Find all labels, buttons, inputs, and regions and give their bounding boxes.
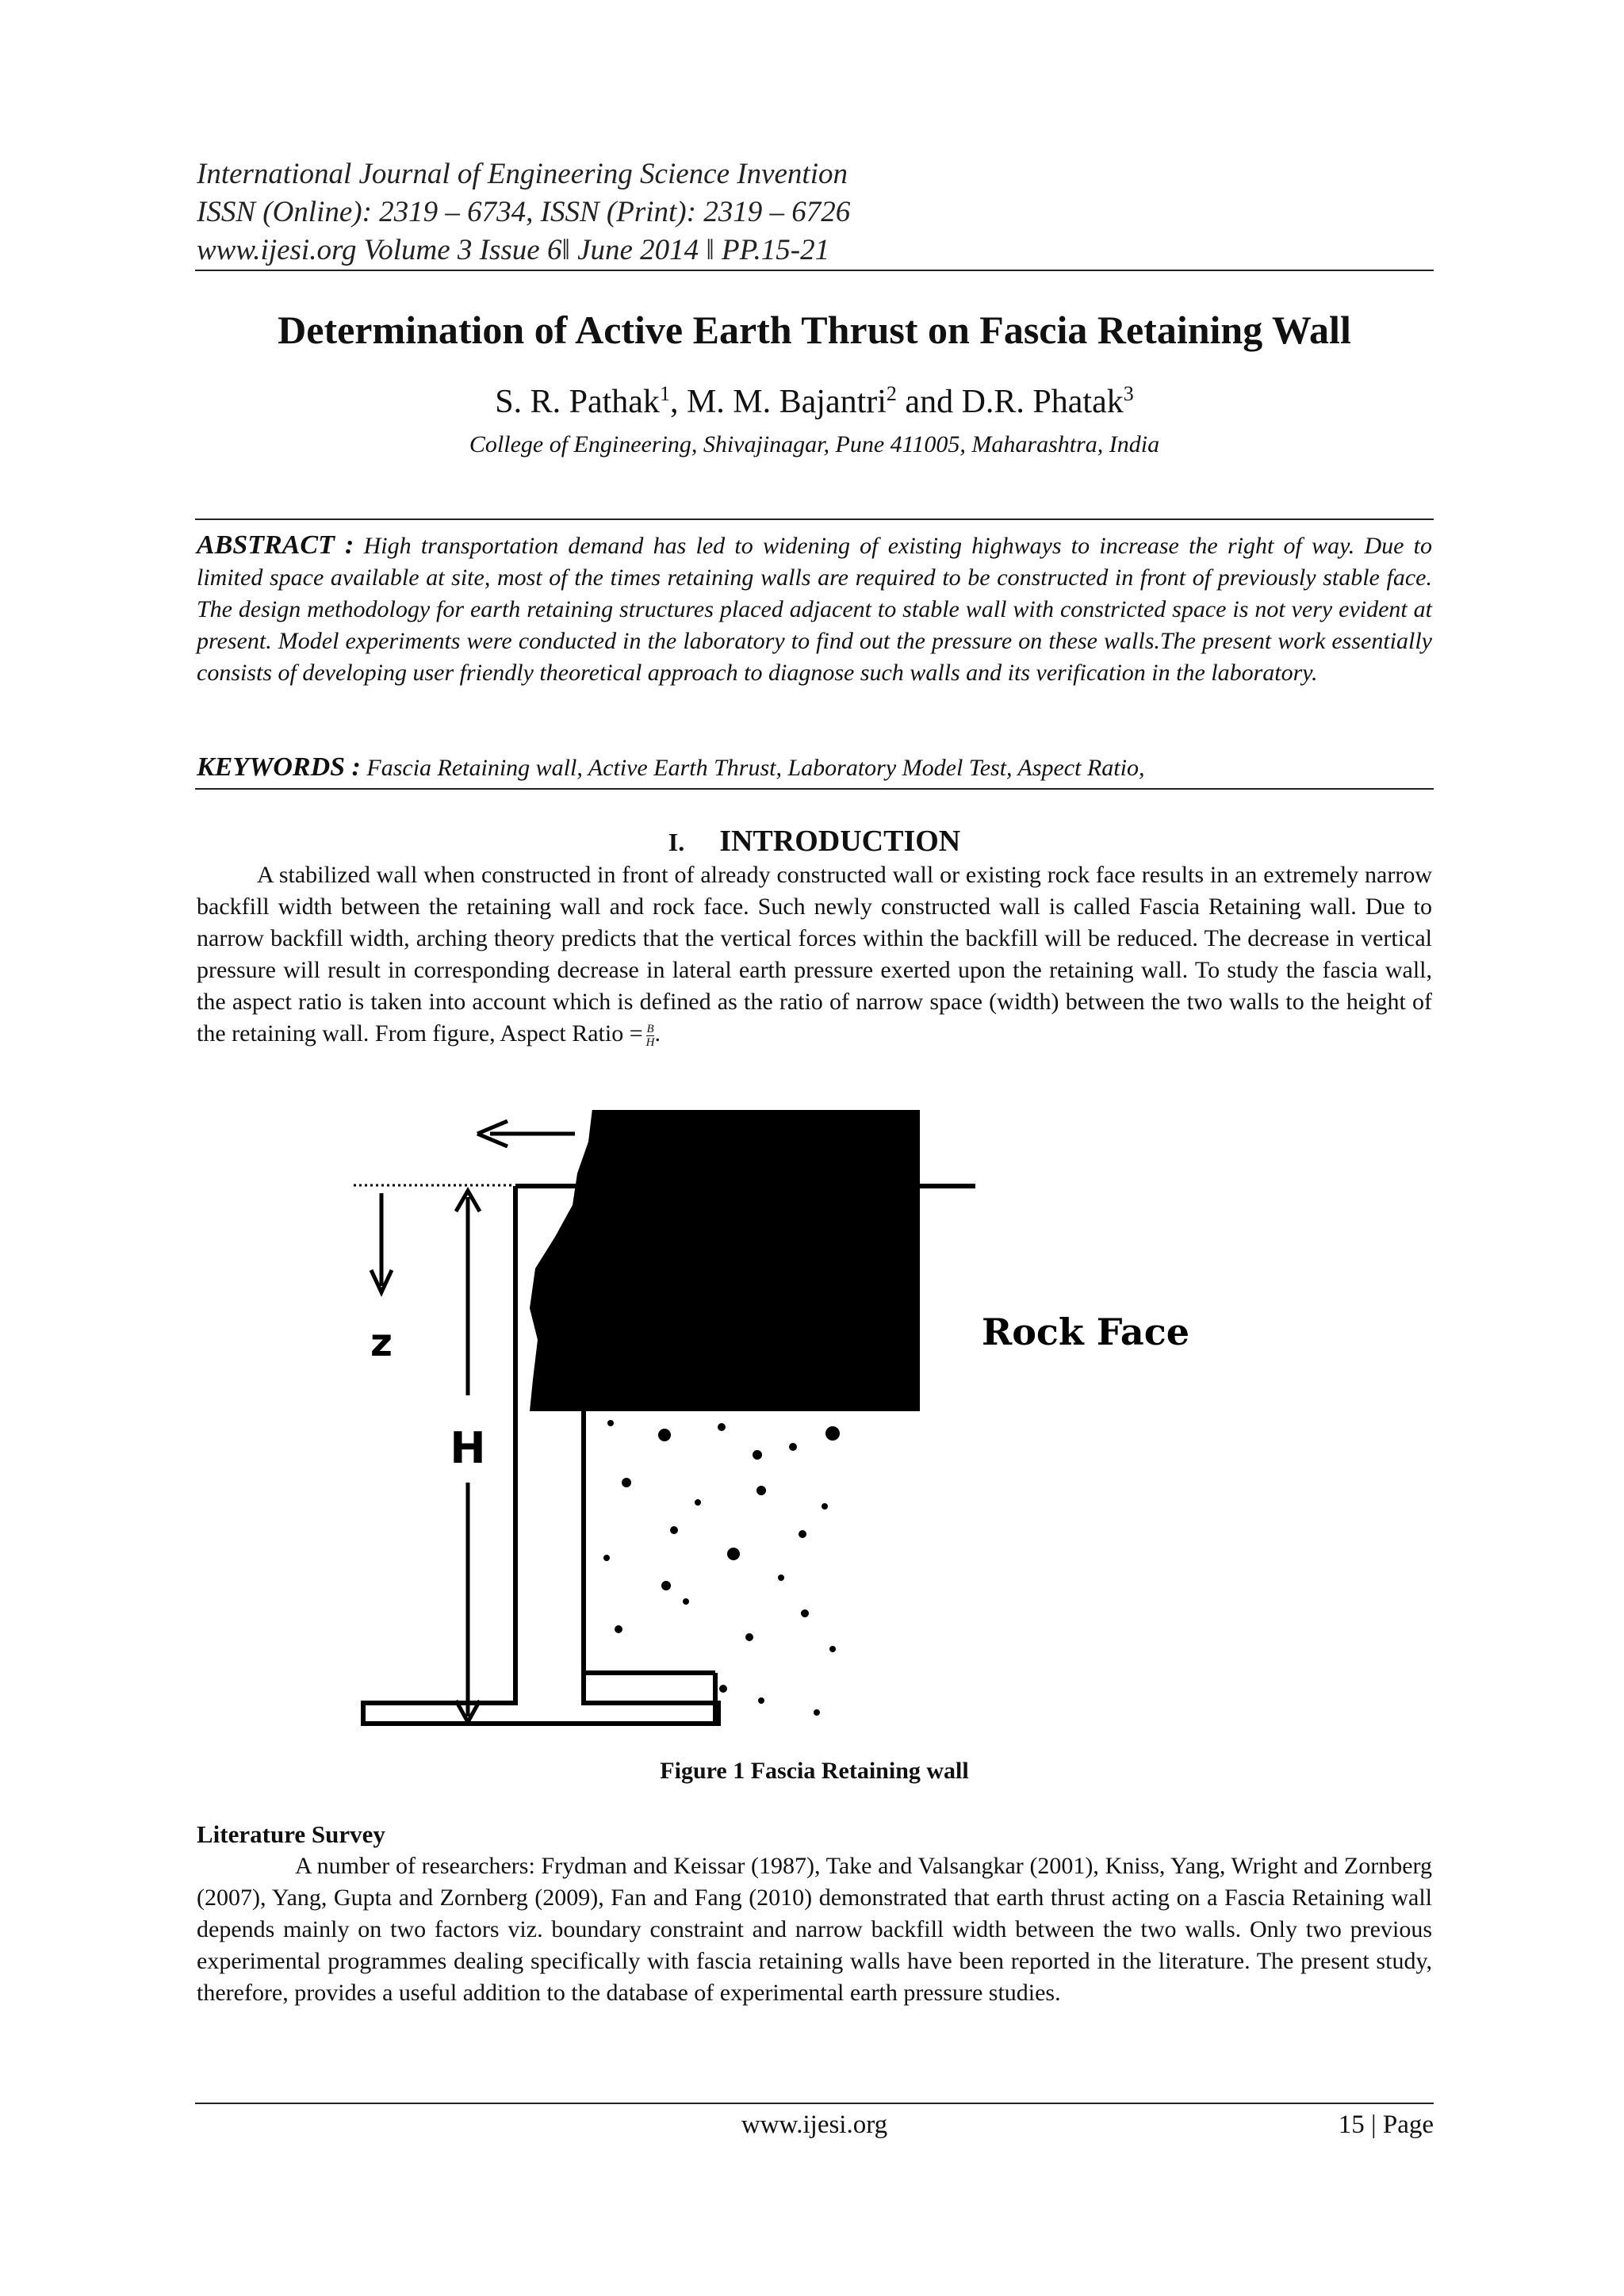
page-number: 15 | Page	[1338, 2110, 1434, 2139]
footer-url: www.ijesi.org	[741, 2110, 888, 2139]
figure-fascia-wall	[349, 1110, 1285, 1728]
footer-rule	[195, 2103, 1434, 2104]
z-depth-label: z	[370, 1321, 393, 1365]
journal-header	[197, 155, 1434, 270]
author-name: D.R. Phatak	[961, 384, 1124, 420]
abstract	[197, 530, 1432, 689]
fraction-numerator: B	[646, 1022, 654, 1035]
introduction-end: .	[654, 1020, 661, 1047]
section-heading	[195, 821, 1434, 862]
introduction-text: A stabilized wall when constructed in front of already constructed wall or existing rock face results in an extremely narrow backfill width between the retaining wall and rock face. Such newly constructed wall is called Fascia Retaining wall. Due to narrow backfill width, arching theory predicts that the vertical forces within the backfill will be reduced. The decrease in vertical pressure will result in corresponding decrease in lateral earth pressure exerted upon the retaining wall. To study the fascia wall, the aspect ratio is taken into account which is defined as the ratio of narrow space (width) between the two walls to the height of the retaining wall. From figure, Aspect Ratio =	[197, 862, 1432, 1047]
fascia-wall-diagram	[349, 1110, 1285, 1728]
literature-paragraph	[197, 1850, 1432, 2009]
paper-title: Determination of Active Earth Thrust on Fascia Retaining Wall	[278, 308, 1351, 352]
author-affil-mark: 1	[659, 382, 670, 405]
abstract-text: High transportation demand has led to widening of existing highways to increase the right of way. Due to limited space available at site, most of the times retaining walls are required to be constructed in front of previously stable face. The design methodology for earth retaining structures placed adjacent to stable wall with constricted space is not very evident at present. Model experiments were conducted in the laboratory to find out the pressure on these walls.The present work essentially consists of developing user friendly theoretical approach to diagnose such walls and its verification in the laboratory.	[197, 533, 1433, 686]
keywords-rule	[195, 788, 1434, 790]
section-number: I.	[668, 828, 685, 856]
journal-volume: www.ijesi.org Volume 3 Issue 6ǁ June 2014 ǁ PP.15-21	[197, 234, 830, 266]
author-name: M. M. Bajantri	[686, 384, 887, 420]
author-name: S. R. Pathak	[495, 384, 660, 420]
rock-face-shape	[530, 1110, 920, 1411]
author-affil-mark: 2	[886, 382, 897, 405]
literature-heading: Literature Survey	[197, 1820, 385, 1848]
h-height-label: H	[450, 1423, 486, 1473]
author-separator: and	[896, 384, 962, 420]
abstract-top-rule	[195, 519, 1434, 520]
figure-caption: Figure 1 Fascia Retaining wall	[660, 1758, 969, 1784]
keywords-text: Fascia Retaining wall, Active Earth Thrust, Laboratory Model Test, Aspect Ratio,	[366, 755, 1145, 781]
author-separator: ,	[669, 384, 687, 420]
literature-text: A number of researchers: Frydman and Keissar (1987), Take and Valsangkar (2001), Kniss, Yang, Wright and Zornberg (2007), Yang, Gupta and Zornberg (2009), Fan and Fang (2010) demonstrated that earth thrust acting on a Fascia Retaining wall depends mainly on two factors viz. boundary constraint and narrow backfill width between the two walls. Only two previous experimental programmes dealing specifically with fascia retaining walls have been reported in the literature. The present study, therefore, provides a useful addition to the database of experimental earth pressure studies.	[197, 1853, 1432, 2006]
b-dimension-label: B	[593, 1111, 625, 1158]
journal-issn: ISSN (Online): 2319 – 6734, ISSN (Print): 2319 – 6726	[197, 196, 851, 228]
rock-face-label: Rock Face	[981, 1311, 1190, 1353]
introduction-paragraph	[197, 859, 1432, 1050]
keywords-label: KEYWORDS :	[197, 752, 361, 782]
header-rule	[195, 270, 1434, 271]
author-list	[195, 381, 1434, 423]
section-title: INTRODUCTION	[719, 825, 961, 858]
author-affil-mark: 3	[1123, 382, 1134, 405]
fraction-denominator: H	[645, 1035, 655, 1049]
journal-name: International Journal of Engineering Science Invention	[197, 158, 848, 190]
aspect-ratio-fraction	[646, 1023, 655, 1049]
abstract-label: ABSTRACT :	[197, 530, 354, 560]
affiliation: College of Engineering, Shivajinagar, Pune 411005, Maharashtra, India	[469, 431, 1160, 457]
keywords	[197, 750, 1432, 786]
